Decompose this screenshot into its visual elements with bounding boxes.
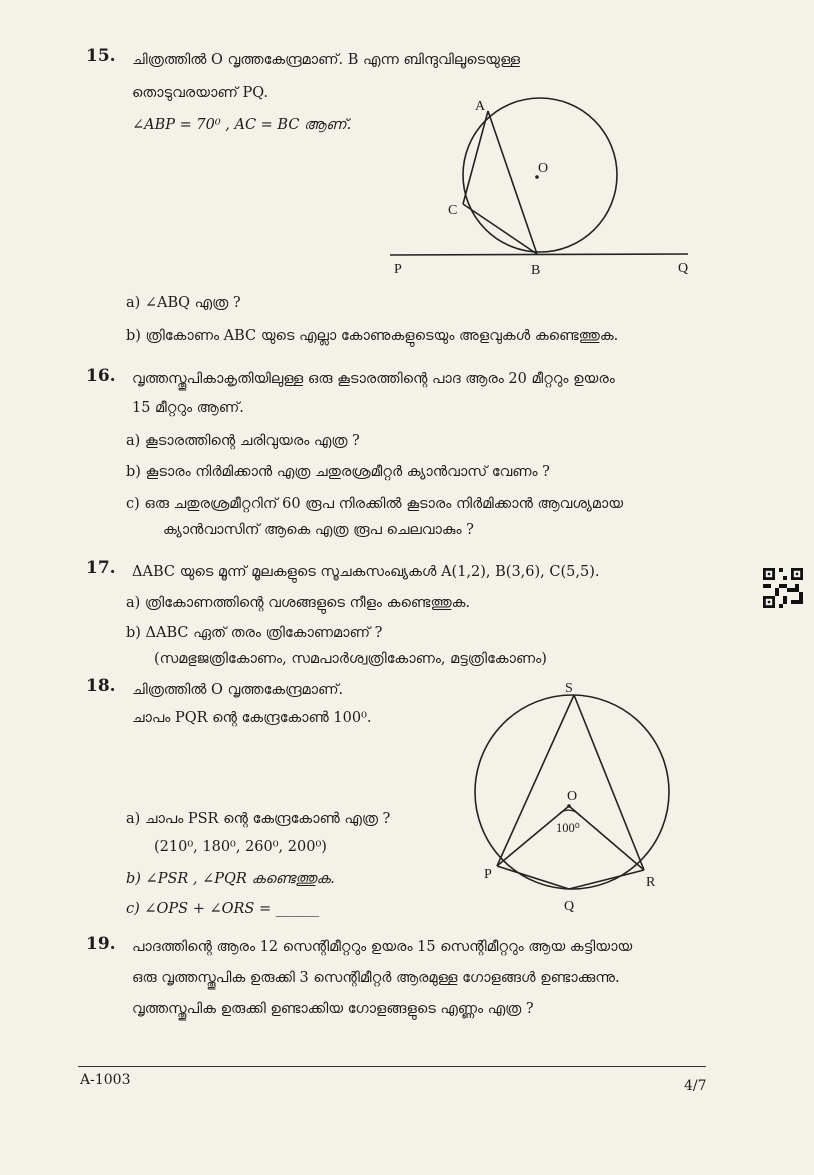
question-17-options: (സമഭുജത്രികോണം, സമപാർശ്വത്രികോണം, മട്ടത്രികോണം)	[154, 651, 547, 667]
tangent-pq	[390, 254, 688, 255]
chord-sr	[574, 695, 644, 870]
label-q-18: Q	[564, 899, 575, 914]
question-16-line1: വൃത്തസ്തൂപികാകൃതിയിലുള്ള ഒരു കൂടാരത്തിന്റെ പാദ ആരം 20 മീറ്ററും ഉയരം	[132, 371, 615, 387]
question-17b: b) ΔABC ഏത് തരം ത്രികോണമാണ് ?	[126, 625, 383, 641]
question-15-line3: ∠ABP = 70⁰ , AC = BC ആണ്.	[132, 117, 352, 133]
label-q: Q	[678, 261, 689, 276]
question-19-number: 19.	[86, 934, 116, 954]
question-17-number: 17.	[86, 558, 116, 578]
question-16c-line2: ക്യാൻവാസിന് ആകെ എത്ര രൂപ ചെലവാകും ?	[163, 522, 474, 538]
question-18-line1: ചിത്രത്തിൽ O വൃത്തകേന്ദ്രമാണ്.	[132, 682, 344, 698]
footer-divider	[78, 1066, 706, 1067]
label-r: R	[646, 875, 656, 890]
question-15-line2: തൊടുവരയാണ് PQ.	[132, 85, 269, 101]
label-b: B	[531, 263, 541, 278]
qr-code-icon	[763, 568, 803, 608]
page-number: 4/7	[684, 1078, 707, 1094]
question-15a: a) ∠ABQ എത്ര ?	[126, 295, 241, 311]
figure-18-circle	[460, 676, 690, 926]
label-a: A	[475, 99, 486, 114]
chord-pq	[497, 866, 569, 889]
question-16c-line1: c) ഒരു ചതുരശ്രമീറ്ററിന് 60 രൂപ നിരക്കിൽ കൂടാരം നിർമിക്കാൻ ആവശ്യമായ	[126, 496, 624, 512]
chord-qr	[569, 870, 644, 889]
question-19-line3: വൃത്തസ്തൂപിക ഉരുക്കി ഉണ്ടാക്കിയ ഗോളങ്ങളുടെ എണ്ണം എത്ര ?	[132, 1001, 534, 1017]
chord-ac	[463, 111, 488, 204]
question-17a: a) ത്രികോണത്തിന്റെ വശങ്ങളുടെ നീളം കണ്ടെത്തുക.	[126, 595, 471, 611]
chord-ab	[488, 111, 537, 254]
label-c: C	[448, 203, 458, 218]
question-18-number: 18.	[86, 676, 116, 696]
chord-sp	[497, 695, 574, 866]
question-16-line2: 15 മീറ്ററും ആണ്.	[132, 400, 244, 416]
center-o-18	[567, 804, 571, 808]
label-angle-100: 100⁰	[556, 821, 580, 835]
question-18c: c) ∠OPS + ∠ORS = ______	[126, 901, 320, 917]
radius-op	[497, 806, 569, 866]
figure-15-circle-tangent	[380, 90, 710, 290]
label-o-18: O	[567, 789, 578, 804]
label-p: P	[394, 262, 402, 277]
label-p-18: P	[484, 867, 492, 882]
question-16b: b) കൂടാരം നിർമിക്കാൻ എത്ര ചതുരശ്രമീറ്റർ ക്യാൻവാസ് വേണം ?	[126, 464, 550, 480]
question-18-options: (210⁰, 180⁰, 260⁰, 200⁰)	[154, 839, 327, 855]
label-o: O	[538, 161, 549, 176]
angle-arc	[559, 810, 580, 816]
question-15-number: 15.	[86, 46, 116, 66]
question-16a: a) കൂടാരത്തിന്റെ ചരിവുയരം എത്ര ?	[126, 433, 360, 449]
question-19-line1: പാദത്തിന്റെ ആരം 12 സെന്റിമീറ്ററും ഉയരം 15 സെന്റിമീറ്ററും ആയ കട്ടിയായ	[132, 939, 633, 955]
question-17-line1: ΔABC യുടെ മൂന്ന് മൂലകളുടെ സൂചകസംഖ്യകൾ A(1,2), B(3,6), C(5,5).	[132, 564, 600, 580]
question-15b: b) ത്രികോണം ABC യുടെ എല്ലാ കോണുകളുടെയും അളവുകൾ കണ്ടെത്തുക.	[126, 328, 619, 344]
paper-code: A-1003	[80, 1072, 131, 1088]
question-18-line2: ചാപം PQR ന്റെ കേന്ദ്രകോൺ 100⁰.	[132, 710, 372, 726]
question-15-line1: ചിത്രത്തിൽ O വൃത്തകേന്ദ്രമാണ്. B എന്ന ബിന്ദുവിലൂടെയുള്ള	[132, 52, 520, 68]
question-18a: a) ചാപം PSR ന്റെ കേന്ദ്രകോൺ എത്ര ?	[126, 811, 391, 827]
question-18b: b) ∠PSR , ∠PQR കണ്ടെത്തുക.	[126, 871, 335, 887]
chord-cb	[463, 204, 537, 254]
question-19-line2: ഒരു വൃത്തസ്തൂപിക ഉരുക്കി 3 സെന്റിമീറ്റർ ആരമുള്ള ഗോളങ്ങൾ ഉണ്ടാക്കുന്നു.	[132, 970, 620, 986]
label-s: S	[565, 681, 573, 696]
question-16-number: 16.	[86, 366, 116, 386]
